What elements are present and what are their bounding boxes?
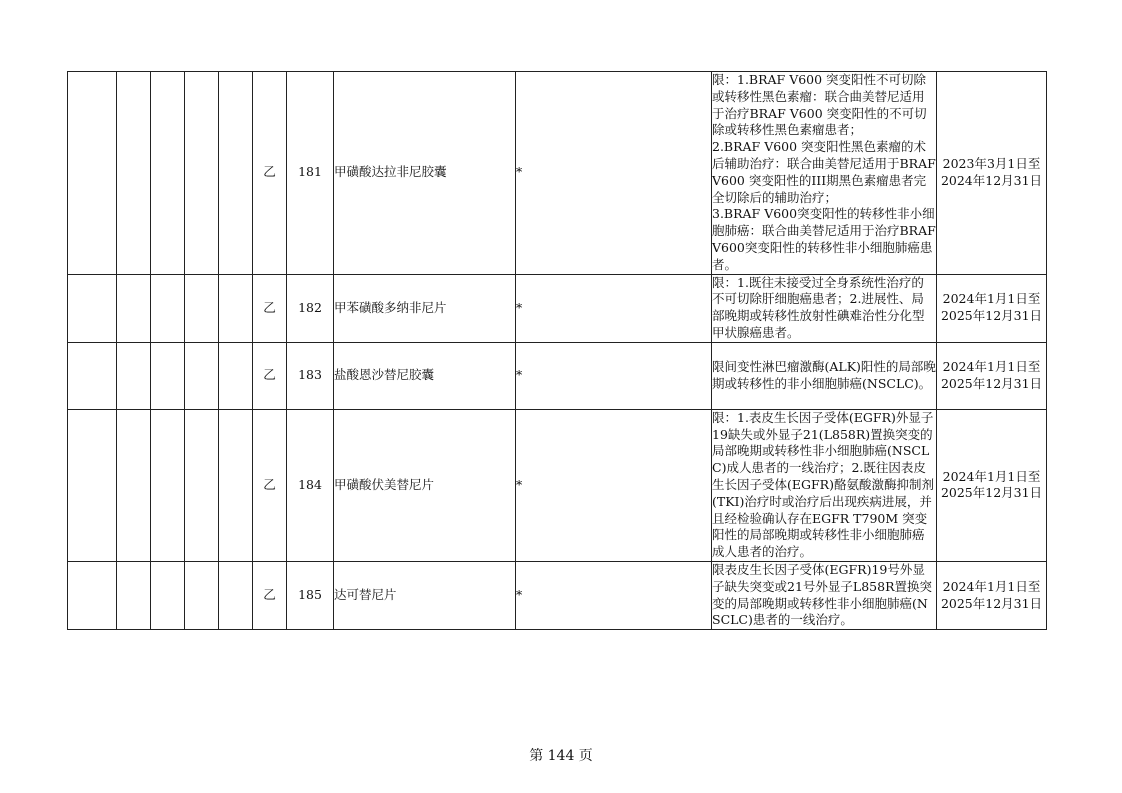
drug-list-table — [67, 71, 1047, 630]
blank-cell — [151, 72, 185, 275]
blank-cell — [117, 342, 151, 409]
blank-cell — [151, 561, 185, 629]
restriction-text: 限间变性淋巴瘤激酶(ALK)阳性的局部晚期或转移性的非小细胞肺癌(NSCLC)。 — [712, 358, 936, 391]
number-cell: 183 — [287, 342, 334, 409]
blank-cell — [219, 409, 253, 561]
table-row — [68, 561, 1047, 629]
blank-cell — [68, 274, 117, 342]
restriction-cell — [712, 72, 937, 275]
blank-cell — [185, 342, 219, 409]
blank-cell — [68, 409, 117, 561]
restriction-text: 限：1.既往未接受过全身系统性治疗的不可切除肝细胞癌患者；2.进展性、局部晚期或转移性放射性碘难治性分化型甲状腺癌患者。 — [712, 274, 925, 340]
restriction-text: 限：1.BRAF V600 突变阳性不可切除或转移性黑色素瘤：联合曲美替尼适用于治疗BRAF V600 突变阳性的不可切除或转移性黑色素瘤患者； 2.BRAF V600 突变阳性黑色素瘤的术后辅助治疗：联合曲美替尼适用于BRAF V600 突变阳性的III期黑色素瘤患者完全切除后的辅助治疗； 3.BRAF V600突变阳性的转移性非小细胞肺癌：联合曲美替尼适用于治疗BRAF V600突变阳性的转移性非小细胞肺癌患者。 — [712, 72, 936, 272]
validity-period-cell — [937, 72, 1047, 275]
blank-cell — [117, 72, 151, 275]
validity-period-cell — [937, 409, 1047, 561]
restriction-cell — [712, 274, 937, 342]
blank-cell — [219, 342, 253, 409]
note-cell: * — [516, 409, 712, 561]
blank-cell — [219, 561, 253, 629]
blank-cell — [117, 274, 151, 342]
category-cell: 乙 — [253, 409, 287, 561]
validity-period-cell — [937, 561, 1047, 629]
number-cell: 185 — [287, 561, 334, 629]
blank-cell — [219, 274, 253, 342]
table-row — [68, 409, 1047, 561]
number-cell: 184 — [287, 409, 334, 561]
blank-cell — [151, 342, 185, 409]
restriction-cell — [712, 561, 937, 629]
category-cell: 乙 — [253, 274, 287, 342]
note-cell: * — [516, 274, 712, 342]
blank-cell — [151, 274, 185, 342]
blank-cell — [185, 561, 219, 629]
drug-name-cell: 甲磺酸伏美替尼片 — [334, 409, 516, 561]
restriction-cell — [712, 409, 937, 561]
blank-cell — [117, 409, 151, 561]
table-row — [68, 274, 1047, 342]
blank-cell — [219, 72, 253, 275]
category-cell: 乙 — [253, 72, 287, 275]
restriction-text: 限表皮生长因子受体(EGFR)19号外显子缺失突变或21号外显子L858R置换突变的局部晚期或转移性非小细胞肺癌(NSCLC)患者的一线治疗。 — [712, 561, 932, 628]
drug-name-cell: 甲苯磺酸多纳非尼片 — [334, 274, 516, 342]
blank-cell — [185, 409, 219, 561]
category-cell: 乙 — [253, 561, 287, 629]
page-number: 第 144 页 — [529, 748, 593, 764]
note-cell: * — [516, 72, 712, 275]
drug-name-cell: 达可替尼片 — [334, 561, 516, 629]
restriction-cell — [712, 342, 937, 409]
blank-cell — [68, 72, 117, 275]
blank-cell — [68, 342, 117, 409]
note-cell: * — [516, 561, 712, 629]
table-row — [68, 72, 1047, 275]
blank-cell — [185, 274, 219, 342]
validity-period-text: 2024年1月1日至 2025年12月31日 — [940, 358, 1043, 391]
table-row — [68, 342, 1047, 409]
number-cell: 182 — [287, 274, 334, 342]
restriction-text: 限：1.表皮生长因子受体(EGFR)外显子19缺失或外显子21(L858R)置换突变的局部晚期或转移性非小细胞肺癌(NSCLC)成人患者的一线治疗；2.既往因表皮生长因子受体(EGFR)酪氨酸激酶抑制剂(TKI)治疗时或治疗后出现疾病进展，并且经检验确认存在EGFR T790M 突变阳性的局部晚期或转移性非小细胞肺癌成人患者的治疗。 — [712, 409, 934, 560]
blank-cell — [185, 72, 219, 275]
validity-period-text: 2024年1月1日至 2025年12月31日 — [940, 578, 1043, 611]
validity-period-text: 2024年1月1日至 2025年12月31日 — [940, 468, 1043, 501]
validity-period-text: 2023年3月1日至 2024年12月31日 — [940, 155, 1043, 188]
note-cell: * — [516, 342, 712, 409]
blank-cell — [68, 561, 117, 629]
category-cell: 乙 — [253, 342, 287, 409]
validity-period-cell — [937, 274, 1047, 342]
number-cell: 181 — [287, 72, 334, 275]
blank-cell — [117, 561, 151, 629]
drug-name-cell: 甲磺酸达拉非尼胶囊 — [334, 72, 516, 275]
drug-name-cell: 盐酸恩沙替尼胶囊 — [334, 342, 516, 409]
blank-cell — [151, 409, 185, 561]
validity-period-text: 2024年1月1日至 2025年12月31日 — [940, 291, 1043, 324]
validity-period-cell — [937, 342, 1047, 409]
